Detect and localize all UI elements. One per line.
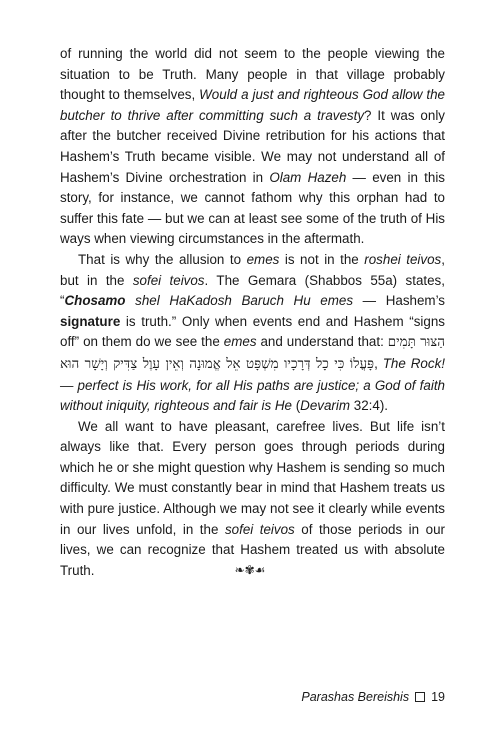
italic-run: sofei teivos: [132, 272, 205, 288]
paragraph-2: [60, 250, 445, 417]
text-run: — Hashem’s: [353, 293, 445, 309]
italic-run: shel HaKadosh Baruch Hu emes: [125, 293, 354, 309]
text-run: ? It was only after the butcher received Divine retribution for his actions that Hashem’s Truth became visible. We may not understand all of Hashem’s Divine orchestration in: [60, 107, 445, 185]
square-separator-icon: [415, 692, 425, 702]
page-footer: [60, 690, 445, 704]
text-run: — even in this story, for instance, we cannot fathom why this orphan had to suffer this fate — but we can at least see some of the truth of His ways when viewing circumstances in the aftermath.: [60, 169, 445, 247]
italic-run: Olam Hazeh: [269, 169, 347, 185]
text-run: is truth.” Only when events end and Hashem “signs off” on them do we see the: [60, 313, 445, 350]
italic-run: Would a just and righteous God allow the butcher to thrive after committing such a travesty: [60, 87, 445, 123]
text-run: (: [291, 398, 301, 414]
text-run: ,: [374, 355, 383, 371]
italic-run: emes: [246, 251, 280, 267]
text-run: of running the world did not seem to the people viewing the situation to be Truth. Many people in that village probably thought to themselves,: [60, 46, 445, 103]
italic-run: sofei teivos: [224, 521, 295, 537]
italic-run: The Rock! — perfect is His work, for all His paths are justice; a God of faith without iniquity, righteous and fair is He: [60, 355, 445, 414]
text-run: . The Gemara (Shabbos 55a) states, “: [60, 272, 445, 309]
italic-run: roshei teivos: [364, 251, 442, 267]
bold-run: signature: [60, 313, 121, 329]
paragraph-1: [60, 44, 445, 250]
page-number: 19: [431, 690, 445, 704]
text-run: That is why the allusion to: [78, 251, 247, 267]
text-run: , but in the: [60, 251, 445, 288]
running-footer-title: Parashas Bereishis: [301, 690, 410, 704]
section-ornament: ❧✾☙: [234, 563, 266, 577]
text-run: of those periods in our lives, we can recognize that Hashem treated us with absolute Truth.: [60, 521, 445, 578]
text-run: We all want to have pleasant, carefree lives. But life isn’t always like that. Every person goes through periods during which he or she might question why Hashem is sending so much difficulty. We must constantly bear in mind that Hashem treats us with pure justice. Although we may not see it clearly while events in our lives unfold, in the: [60, 418, 445, 537]
hebrew-verse: הַצּוּר תָּמִים פָּעֳלוֹ כִּי כָל דְּרָכָיו מִשְׁפָּט אֵל אֱמוּנָה וְאֵין עָוֶל צַדִּיק וְיָשָׁר הוּא: [60, 335, 445, 372]
main-text: [60, 44, 445, 581]
italic-run: emes: [223, 334, 257, 350]
text-run: and understand that:: [256, 334, 388, 350]
text-run: 32:4).: [350, 398, 388, 414]
text-run: is not in the: [279, 251, 365, 267]
italic-run: Devarim: [300, 398, 351, 414]
bold-italic-run: Chosamo: [64, 293, 126, 309]
paragraph-3: [60, 417, 445, 582]
